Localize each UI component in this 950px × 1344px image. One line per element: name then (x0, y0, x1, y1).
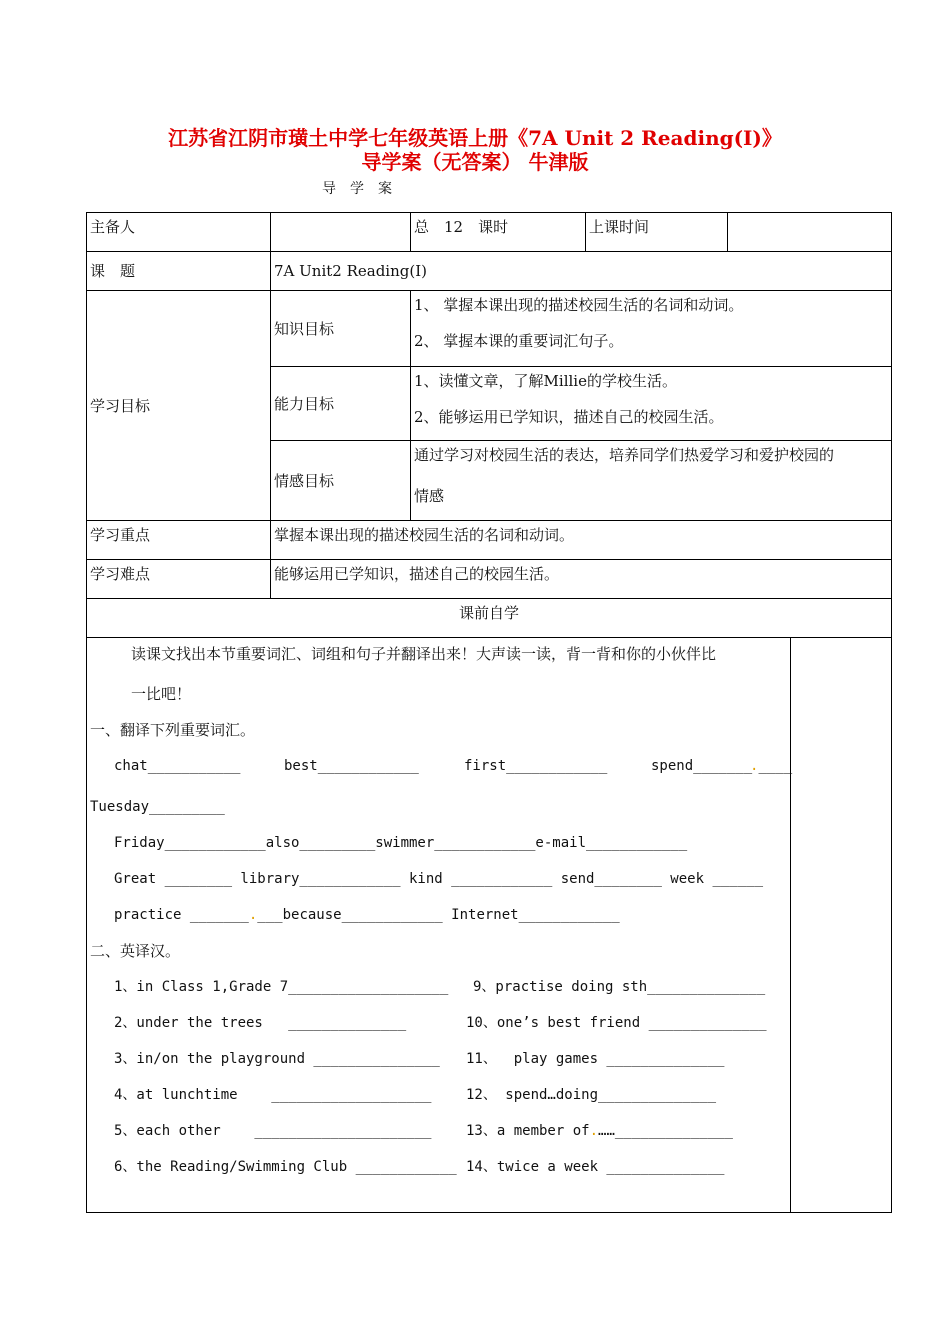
lesson-plan-table (86, 212, 892, 1213)
knowledge-item: 2、 掌握本课的重要词汇句子。 (414, 332, 624, 350)
emotion-items (411, 441, 892, 521)
objectives-label: 学习目标 (87, 291, 271, 521)
phrase-item: 12、 spend…doing______________ (466, 1087, 717, 1103)
ability-item: 2、能够运用已学知识，描述自己的校园生活。 (414, 408, 724, 426)
document-subtitle: 导学案 (322, 181, 406, 197)
phrase-item: 11、 play games ______________ (466, 1051, 725, 1067)
section-heading-vocab: 一、翻译下列重要词汇。 (90, 721, 256, 739)
section-heading-phrases: 二、英译汉。 (90, 942, 181, 960)
emotion-label: 情感目标 (271, 441, 411, 521)
preview-heading: 课前自学 (87, 599, 892, 638)
knowledge-label: 知识目标 (271, 291, 411, 367)
vocab-item: spend_______ (651, 758, 753, 774)
ability-items (411, 367, 892, 441)
phrase-item: 6、the Reading/Swimming Club ____________ (114, 1159, 457, 1175)
vocab-item: first____________ (464, 758, 608, 774)
ability-label: 能力目标 (271, 367, 411, 441)
class-time-value (728, 213, 892, 252)
intro-line: 一比吧！ (131, 685, 192, 703)
key-points-label: 学习重点 (87, 521, 271, 560)
knowledge-items (411, 291, 892, 367)
vocab-item: Tuesday_________ (90, 799, 225, 815)
self-study-cell (87, 638, 892, 1213)
preparer-label: 主备人 (87, 213, 271, 252)
total-periods: 总 12 课时 (411, 213, 586, 252)
phrase-item: 3、in/on the playground _______________ (114, 1051, 440, 1067)
vocab-item: best____________ (284, 758, 419, 774)
emotion-item: 通过学习对校园生活的表达，培养同学们热爱学习和爱护校园的 (414, 446, 835, 464)
topic-label: 课 题 (87, 252, 271, 291)
column-divider (790, 638, 791, 1212)
vocab-row: Friday____________also_________swimmer____________e-mail____________ (114, 835, 688, 851)
vocab-item: chat___________ (114, 758, 241, 774)
vocab-row: Great ________ library____________ kind ____________ send________ week ______ (114, 871, 764, 887)
topic-value: 7A Unit2 Reading(I) (271, 252, 892, 291)
phrase-item: 4、at lunchtime ___________________ (114, 1087, 432, 1103)
document-title-line1: 江苏省江阴市璜土中学七年级英语上册《7A Unit 2 Reading(I)》 (168, 126, 782, 150)
phrase-item: 9、practise doing sth______________ (473, 979, 766, 995)
phrase-item: 2、under the trees ______________ (114, 1015, 407, 1031)
phrase-item: 1、in Class 1,Grade 7___________________ (114, 979, 449, 995)
preparer-value (271, 213, 411, 252)
class-time-label: 上课时间 (586, 213, 728, 252)
emotion-item: 情感 (414, 487, 445, 505)
phrase-item: 14、twice a week ______________ (466, 1159, 725, 1175)
phrase-item: 13、a member of.……______________ (466, 1123, 733, 1139)
vocab-row: practice _______.___because____________ Internet____________ (114, 907, 620, 923)
ability-item: 1、读懂文章，了解Millie的学校生活。 (414, 372, 677, 390)
key-points-value: 掌握本课出现的描述校园生活的名词和动词。 (271, 521, 892, 560)
intro-line: 读课文找出本节重要词汇、词组和句子并翻译出来！大声读一读，背一背和你的小伙伴比 (131, 645, 717, 663)
document-title-line2: 导学案（无答案） 牛津版 (361, 150, 589, 174)
knowledge-item: 1、 掌握本课出现的描述校园生活的名词和动词。 (414, 296, 744, 314)
phrase-item: 5、each other _____________________ (114, 1123, 432, 1139)
difficulty-label: 学习难点 (87, 560, 271, 599)
difficulty-value: 能够运用已学知识，描述自己的校园生活。 (271, 560, 892, 599)
vocab-item-tail: .____ (750, 758, 793, 774)
phrase-item: 10、one’s best friend ______________ (466, 1015, 767, 1031)
